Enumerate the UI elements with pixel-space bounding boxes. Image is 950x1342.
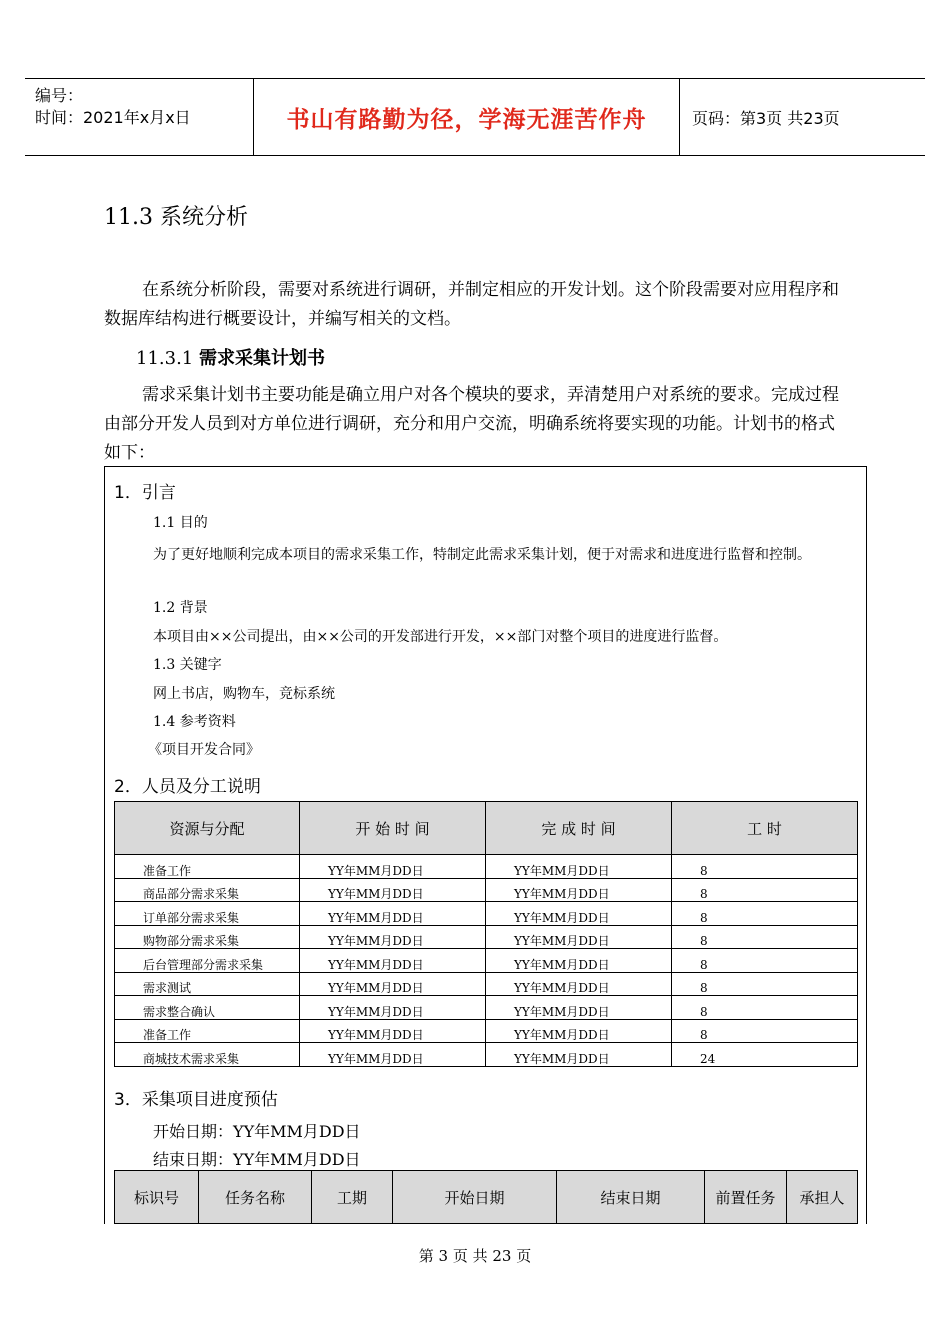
staff-table-header <box>115 802 858 855</box>
intro-paragraph: 在系统分析阶段，需要对系统进行调研，并制定相应的开发计划。这个阶段需要对应用程序和数据库结构进行概要设计，并编写相关的文档。 <box>104 280 839 329</box>
end-cell: YY年MM月DD日 <box>486 972 672 996</box>
references-text: 《项目开发合同》 <box>148 742 260 758</box>
document-time-label: 时间：2021年x月x日 <box>35 108 191 127</box>
end-cell: YY年MM月DD日 <box>486 949 672 973</box>
table-row <box>115 996 858 1020</box>
header-page-cell <box>680 79 925 155</box>
table-row <box>115 972 858 996</box>
task-cell: 后台管理部分需求采集 <box>115 949 300 973</box>
end-cell: YY年MM月DD日 <box>486 1019 672 1043</box>
hours-cell: 24 <box>672 1043 858 1067</box>
task-cell: 准备工作 <box>115 1019 300 1043</box>
start-cell: YY年MM月DD日 <box>300 902 486 926</box>
hours-cell: 8 <box>672 996 858 1020</box>
staff-table <box>114 801 858 1067</box>
section-title: 11.3 系统分析 <box>104 205 248 230</box>
subsection-paragraph: 需求采集计划书主要功能是确立用户对各个模块的要求，弄清楚用户对系统的要求。完成过程由部分开发人员到对方单位进行调研，充分和用户交流，明确系统将要实现的功能。计划书的格式如下： <box>104 385 839 463</box>
subsection-heading <box>136 344 325 370</box>
background-text: 本项目由××公司提出，由××公司的开发部进行开发，××部门对整个项目的进度进行监督。 <box>153 629 728 645</box>
end-cell: YY年MM月DD日 <box>486 925 672 949</box>
column-header: 前置任务 <box>705 1171 787 1224</box>
task-cell: 需求整合确认 <box>115 996 300 1020</box>
page-header <box>25 78 925 156</box>
table-row <box>115 1043 858 1067</box>
header-motto-cell <box>254 79 680 155</box>
table-row <box>115 855 858 879</box>
column-header: 承担人 <box>787 1171 858 1224</box>
subsection-number: 11.3.1 <box>136 348 199 369</box>
column-header: 结束日期 <box>557 1171 705 1224</box>
task-cell: 订单部分需求采集 <box>115 902 300 926</box>
table-row <box>115 1019 858 1043</box>
start-cell: YY年MM月DD日 <box>300 1019 486 1043</box>
hours-cell: 8 <box>672 949 858 973</box>
hours-cell: 8 <box>672 972 858 996</box>
end-cell: YY年MM月DD日 <box>486 1043 672 1067</box>
keywords-text: 网上书店，购物车，竞标系统 <box>153 686 335 702</box>
task-cell: 商品部分需求采集 <box>115 878 300 902</box>
keywords-heading: 1.3 关键字 <box>153 657 222 673</box>
hours-cell: 8 <box>672 902 858 926</box>
purpose-text: 为了更好地顺利完成本项目的需求采集工作，特制定此需求采集计划，便于对需求和进度进行监督和控制。 <box>153 547 811 563</box>
start-cell: YY年MM月DD日 <box>300 949 486 973</box>
header-left-cell <box>25 79 254 155</box>
hours-cell: 8 <box>672 855 858 879</box>
hours-cell: 8 <box>672 1019 858 1043</box>
start-date-text: 开始日期：YY年MM月DD日 <box>153 1122 361 1141</box>
hours-cell: 8 <box>672 878 858 902</box>
start-cell: YY年MM月DD日 <box>300 925 486 949</box>
header-page-code: 页码：第3页 共23页 <box>692 108 840 128</box>
start-cell: YY年MM月DD日 <box>300 1043 486 1067</box>
references-heading: 1.4 参考资料 <box>153 714 236 730</box>
table-row <box>115 878 858 902</box>
task-cell: 准备工作 <box>115 855 300 879</box>
document-number-label: 编号： <box>35 86 84 105</box>
column-header: 任务名称 <box>199 1171 312 1224</box>
table-row <box>115 902 858 926</box>
header-motto: 书山有路勤为径，学海无涯苦作舟 <box>286 106 647 133</box>
end-cell: YY年MM月DD日 <box>486 878 672 902</box>
schedule-section-title: 3．采集项目进度预估 <box>114 1090 278 1110</box>
page-footer: 第 3 页 共 23 页 <box>418 1247 532 1265</box>
hours-cell: 8 <box>672 925 858 949</box>
column-header: 完 成 时 间 <box>486 802 672 855</box>
task-cell: 需求测试 <box>115 972 300 996</box>
end-cell: YY年MM月DD日 <box>486 996 672 1020</box>
task-cell: 商城技术需求采集 <box>115 1043 300 1067</box>
subsection-title: 需求采集计划书 <box>198 348 325 369</box>
plan-box <box>104 466 867 1224</box>
column-header: 标识号 <box>115 1171 199 1224</box>
schedule-table-header <box>115 1171 858 1224</box>
column-header: 工期 <box>312 1171 393 1224</box>
start-cell: YY年MM月DD日 <box>300 996 486 1020</box>
staff-section-title: 2．人员及分工说明 <box>114 777 261 797</box>
column-header: 开 始 时 间 <box>300 802 486 855</box>
background-heading: 1.2 背景 <box>153 600 208 616</box>
schedule-table <box>114 1170 858 1224</box>
intro-section-title: 1．引言 <box>114 483 176 503</box>
purpose-heading: 1.1 目的 <box>153 515 208 531</box>
column-header: 工 时 <box>672 802 858 855</box>
start-cell: YY年MM月DD日 <box>300 972 486 996</box>
start-cell: YY年MM月DD日 <box>300 878 486 902</box>
start-cell: YY年MM月DD日 <box>300 855 486 879</box>
table-row <box>115 949 858 973</box>
task-cell: 购物部分需求采集 <box>115 925 300 949</box>
end-cell: YY年MM月DD日 <box>486 902 672 926</box>
column-header: 资源与分配 <box>115 802 300 855</box>
end-cell: YY年MM月DD日 <box>486 855 672 879</box>
table-row <box>115 925 858 949</box>
column-header: 开始日期 <box>393 1171 557 1224</box>
end-date-text: 结束日期：YY年MM月DD日 <box>153 1150 361 1169</box>
